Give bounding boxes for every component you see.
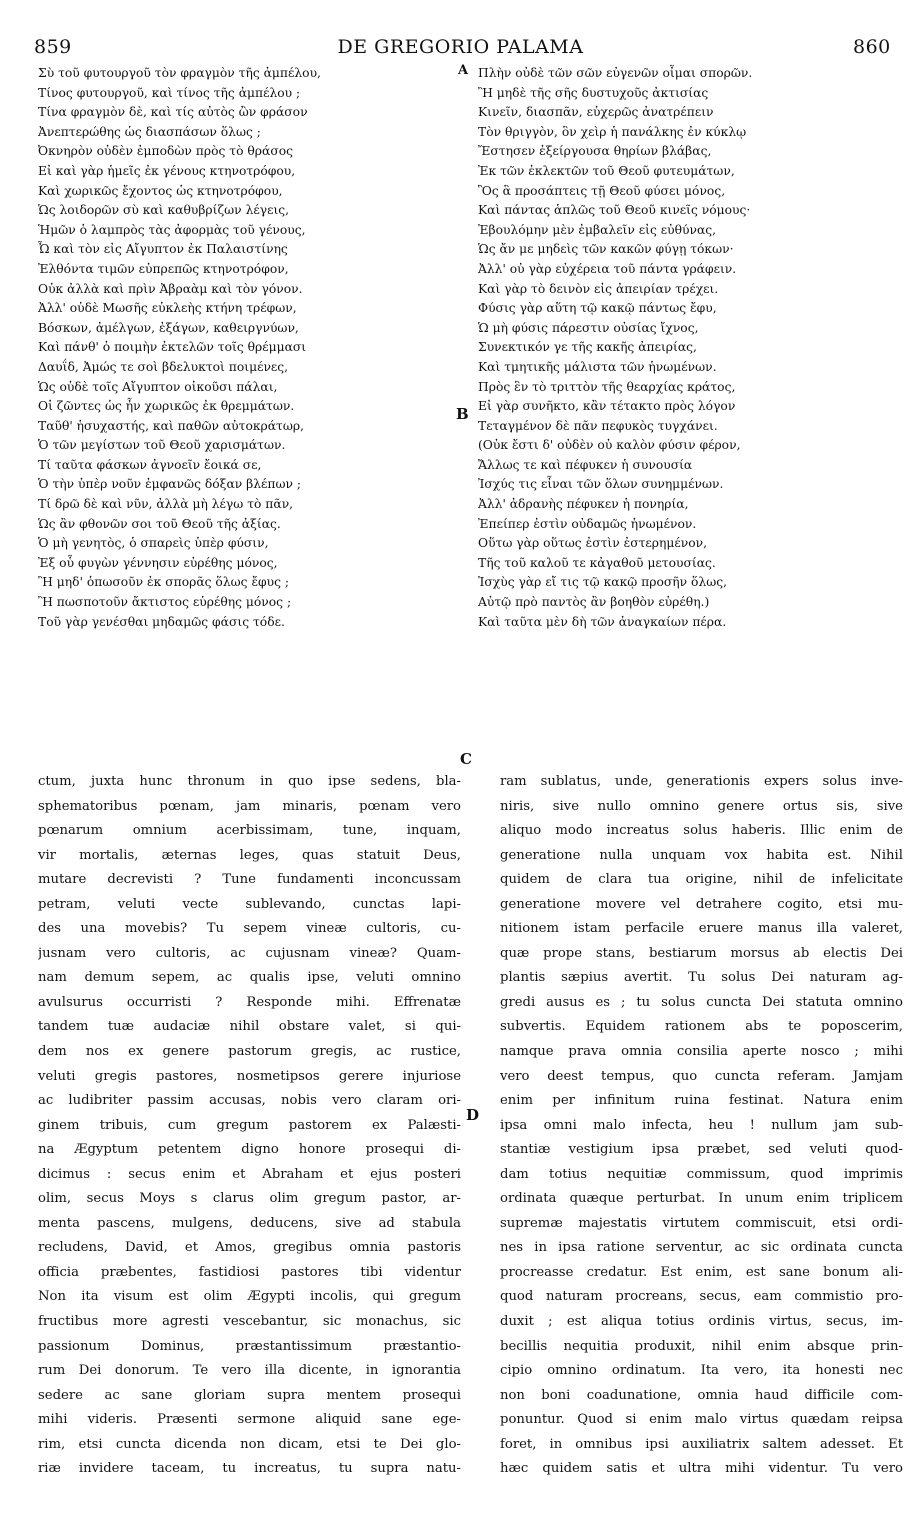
latin-text-line: rum Dei donorum. Te vero illa dicente, in ignorantia: [38, 1363, 461, 1379]
latin-text-line: namque prava omnia consilia aperte nosco ; mihi: [500, 1044, 903, 1060]
latin-text-line: olim, secus Moys s clarus olim gregum pastor, ar-: [38, 1191, 461, 1207]
latin-text-line: hæc quidem satis et ultra mihi videntur. Tu vero: [500, 1461, 903, 1477]
latin-text-line: stantiæ vestigium ipsa præbet, sed veluti quod-: [500, 1142, 903, 1158]
greek-verse-line: Ἰσχύς τις εἶναι τῶν ὅλων συνημμένων.: [478, 477, 724, 492]
greek-verse-line: Συνεκτικόν γε τῆς κακῆς ἀπειρίας,: [478, 340, 697, 355]
latin-text-line: tandem tuæ audaciæ nihil obstare valet, si qui-: [38, 1019, 461, 1035]
latin-text-line: becillis nequitia produxit, nihil enim absque prin-: [500, 1338, 903, 1354]
greek-verse-line: Ὦ καὶ τὸν εἰς Αἴγυπτον ἐκ Παλαιστίνης: [38, 242, 288, 257]
latin-text-line: aliquo modo increatus solus haberis. Illic enim de: [500, 823, 903, 839]
latin-text-line: non boni coadunatione, omnia haud difficile com-: [500, 1387, 903, 1403]
latin-translation-column-left: [38, 770, 461, 1482]
greek-verse-line: Ὡς ἄν με μηδεὶς τῶν κακῶν φύγῃ τόκων·: [478, 242, 734, 257]
greek-verse-line: Ἐβουλόμην μὲν ἐμβαλεῖν εἰς εὐθύνας,: [478, 222, 717, 237]
latin-text-line: petram, veluti vecte sublevando, cunctas lapi-: [38, 896, 461, 912]
greek-verse-line: Τοῦ γὰρ γενέσθαι μηδαμῶς φάσις τόδε.: [38, 614, 285, 629]
greek-verse-line: Τί ταῦτα φάσκων ἀγνοεῖν ἔοικά σε,: [38, 457, 262, 472]
greek-verse-line: Ἐπείπερ ἐστὶν οὐδαμῶς ἡνωμένον.: [478, 516, 697, 531]
margin-marker-c: C: [460, 750, 472, 768]
greek-verse-line: Αὐτῷ πρὸ παντὸς ἂν βοηθὸν εὑρέθη.): [478, 595, 710, 610]
latin-text-line: nitionem istam perfacile eruere manus illa valeret,: [500, 921, 903, 937]
greek-verse-line: Ὁ μὴ γενητὸς, ὁ σπαρεὶς ὑπὲρ φύσιν,: [38, 536, 269, 551]
greek-verse-line: Κινεῖν, διασπᾶν, εὐχερῶς ἀνατρέπειν: [478, 105, 714, 120]
margin-marker-a: A: [458, 63, 469, 78]
greek-verse-column-right: [478, 64, 908, 632]
latin-text-line: nam demum sepem, ac qualis ipse, veluti omnino: [38, 970, 461, 986]
greek-verse-line: Τὸν θριγγὸν, ὃν χεὶρ ἡ πανάλκης ἐν κύκλῳ: [478, 124, 747, 139]
latin-text-line: generatione nulla unquam vox habita est. Nihil: [500, 847, 903, 863]
latin-text-line: quod naturam procreans, secus, eam commistio pro-: [500, 1289, 903, 1305]
greek-verse-line: Καὶ γὰρ τὸ δεινὸν εἰς ἀπειρίαν τρέχει.: [478, 281, 719, 296]
latin-text-line: niris, sive nullo omnino genere ortus sis, sive: [500, 798, 903, 814]
greek-verse-line: Τῆς τοῦ καλοῦ τε κἀγαθοῦ μετουσίας.: [478, 555, 716, 570]
latin-text-line: rim, etsi cuncta dicenda non dicam, etsi te Dei glo-: [38, 1436, 461, 1452]
greek-verse-line: Οἱ ζῶντες ὡς ἦν χωρικῶς ἐκ θρεμμάτων.: [38, 399, 295, 414]
greek-verse-line: Τεταγμένον δὲ πᾶν πεφυκὸς τυγχάνει.: [478, 418, 718, 433]
latin-translation-column-right: [500, 770, 903, 1482]
latin-text-line: dem nos ex genere pastorum gregis, ac rustice,: [38, 1044, 461, 1060]
greek-verse-line: Ὡ μὴ φύσις πάρεστιν οὐσίας ἴχνος,: [478, 320, 699, 335]
latin-text-line: na Ægyptum petentem digno honore prosequi di-: [38, 1142, 461, 1158]
latin-text-line: ipsa omni malo infecta, heu ! nullum jam sub-: [500, 1117, 903, 1133]
greek-verse-line: Καὶ πάντας ἁπλῶς τοῦ Θεοῦ κινεῖς νόμους·: [478, 203, 751, 218]
greek-verse-line: Ὃς ἃ προσάπτεις τῇ Θεοῦ φύσει μόνος,: [478, 183, 726, 198]
latin-text-line: sedere ac sane gloriam supra mentem prosequi: [38, 1387, 461, 1403]
latin-text-line: ponuntur. Quod si enim malo virtus quædam reipsa: [500, 1412, 903, 1428]
greek-verse-line: Καὶ πάνθ' ὁ ποιμὴν ἐκτελῶν τοῖς θρέμμασι: [38, 340, 307, 355]
greek-verse-line: Βόσκων, ἀμέλγων, ἐξάγων, καθειργνύων,: [38, 320, 299, 335]
latin-text-line: des una movebis? Tu sepem vineæ cultoris, cu-: [38, 921, 461, 937]
latin-text-line: officia præbentes, fastidiosi pastores tibi videntur: [38, 1264, 461, 1280]
greek-verse-line: Καὶ χωρικῶς ἔχοντος ὡς κτηνοτρόφου,: [38, 183, 283, 198]
greek-verse-line: Ἀλλ' οὐ γὰρ εὐχέρεια τοῦ πάντα γράφειν.: [478, 261, 737, 276]
greek-verse-line: Ἐκ τῶν ἐκλεκτῶν τοῦ Θεοῦ φυτευμάτων,: [478, 163, 735, 178]
greek-verse-line: Ἢ μηδὲ τῆς σῆς δυστυχοῦς ἀκτισίας: [478, 85, 709, 100]
latin-text-line: dicimus : secus enim et Abraham et ejus posteri: [38, 1166, 461, 1182]
page-number-left: 859: [34, 36, 72, 58]
page-number-right: 860: [853, 36, 891, 58]
greek-verse-line: Ὡς λοιδορῶν σὺ καὶ καθυβρίζων λέγεις,: [38, 203, 290, 218]
latin-text-line: gredi ausus es ; tu solus cuncta Dei statuta omnino: [500, 994, 903, 1010]
latin-text-line: recludens, David, et Amos, gregibus omnia pastoris: [38, 1240, 461, 1256]
latin-text-line: vir mortalis, æternas leges, quas statuit Deus,: [38, 847, 461, 863]
latin-text-line: enim per infinitum ruina festinat. Natura enim: [500, 1093, 903, 1109]
greek-verse-line: Ἔστησεν ἐξείργουσα θηρίων βλάβας,: [478, 144, 712, 159]
greek-verse-line: Τί δρῶ δὲ καὶ νῦν, ἀλλὰ μὴ λέγω τὸ πᾶν,: [38, 497, 294, 512]
greek-verse-line: Δαυΐδ, Ἀμώς τε σοὶ βδελυκτοὶ ποιμένες,: [38, 359, 289, 374]
greek-verse-line: Καὶ ταῦτα μὲν δὴ τῶν ἀναγκαίων πέρα.: [478, 614, 727, 629]
greek-verse-line: Ἢ μηδ' ὁπωσοῦν ἐκ σπορᾶς ὅλως ἔφυς ;: [38, 575, 290, 590]
latin-text-line: vero deest tempus, quo cuncta referam. Jamjam: [500, 1068, 903, 1084]
latin-text-line: quæ prope stans, bestiarum morsus ab electis Dei: [500, 945, 903, 961]
running-title: DE GREGORIO PALAMA: [337, 36, 584, 58]
latin-text-line: nes in ipsa ratione serventur, ac sic ordinata cuncta: [500, 1240, 903, 1256]
greek-verse-line: Ἄλλως τε καὶ πέφυκεν ἡ συνουσία: [478, 457, 693, 472]
latin-text-line: avulsurus occurristi ? Responde mihi. Effrenatæ: [38, 994, 461, 1010]
greek-verse-line: Οὐκ ἀλλὰ καὶ πρὶν Ἀβραὰμ καὶ τὸν γόνον.: [38, 281, 303, 296]
latin-text-line: sphematoribus pœnam, jam minaris, pœnam vero: [38, 798, 461, 814]
latin-text-line: dam totius nequitiæ commissum, quod imprimis: [500, 1166, 903, 1182]
latin-text-line: cipio omnino ordinatum. Ita vero, ita honesti nec: [500, 1363, 903, 1379]
greek-verse-line: Καὶ τμητικῆς μάλιστα τῶν ἡνωμένων.: [478, 359, 717, 374]
greek-verse-line: Τίνα φραγμὸν δὲ, καὶ τίς αὐτὸς ὢν φράσον: [38, 105, 308, 120]
latin-text-line: menta pascens, mulgens, deducens, sive ad stabula: [38, 1215, 461, 1231]
latin-text-line: ac ludibriter passim accusas, nobis vero claram ori-: [38, 1093, 461, 1109]
greek-verse-line: Ὀκνηρὸν οὐδὲν ἐμποδὼν πρὸς τὸ θράσος: [38, 144, 294, 159]
latin-text-line: plantis sæpius avertit. Tu solus Dei naturam ag-: [500, 970, 903, 986]
latin-text-line: mutare decrevisti ? Tune fundamenti inconcussam: [38, 872, 461, 888]
greek-verse-line: Εἰ καὶ γὰρ ἡμεῖς ἐκ γένους κτηνοτρόφου,: [38, 163, 296, 178]
latin-text-line: riæ invidere taceam, tu increatus, tu supra natu-: [38, 1461, 461, 1477]
greek-verse-line: Ἀνεπτερώθης ὡς διασπάσων ὅλως ;: [38, 124, 261, 139]
greek-verse-line: (Οὐκ ἔστι δ' οὐδὲν οὐ καλὸν φύσιν φέρον,: [478, 438, 741, 453]
latin-text-line: supremæ majestatis virtutem commiscuit, etsi ordi-: [500, 1215, 903, 1231]
latin-text-line: duxit ; est aliqua totius ordinis virtus, secus, im-: [500, 1314, 903, 1330]
greek-verse-line: Πλὴν οὐδὲ τῶν σῶν εὐγενῶν οἶμαι σπορῶν.: [478, 66, 753, 80]
latin-text-line: ram sublatus, unde, generationis expers solus inve-: [500, 774, 903, 789]
greek-verse-line: Ὡς ἂν φθονῶν σοι τοῦ Θεοῦ τῆς ἀξίας.: [38, 516, 281, 531]
latin-text-line: jusnam vero cultoris, ac cujusnam vineæ? Quam-: [38, 945, 461, 961]
latin-text-line: foret, in omnibus ipsi auxiliatrix saltem adesset. Et: [500, 1436, 903, 1452]
latin-text-line: veluti gregis pastores, nosmetipsos gerere injuriose: [38, 1068, 461, 1084]
greek-verse-column-left: [38, 64, 468, 632]
latin-text-line: ordinata quæque perturbat. In unum enim triplicem: [500, 1191, 903, 1207]
latin-text-line: pœnarum omnium acerbissimam, tune, inquam,: [38, 823, 461, 839]
greek-verse-line: Ταῦθ' ἡσυχαστής, καὶ παθῶν αὐτοκράτωρ,: [38, 418, 305, 433]
greek-verse-line: Ἀλλ' ἀδρανὴς πέφυκεν ἡ πονηρία,: [478, 497, 689, 512]
margin-marker-b: B: [456, 405, 469, 423]
latin-text-line: quidem de clara tua origine, nihil de infelicitate: [500, 872, 903, 888]
latin-text-line: generatione movere vel detrahere cogito, etsi mu-: [500, 896, 903, 912]
greek-verse-line: Εἰ γὰρ συνῆκτο, κἂν τέτακτο πρὸς λόγον: [478, 399, 736, 414]
latin-text-line: subvertis. Equidem rationem abs te poposcerim,: [500, 1019, 903, 1035]
margin-marker-d: D: [466, 1106, 480, 1124]
greek-verse-line: Φύσις γὰρ αὕτη τῷ κακῷ πάντως ἔφυ,: [478, 301, 717, 316]
greek-verse-line: Ἡμῶν ὁ λαμπρὸς τὰς ἀφορμὰς τοῦ γένους,: [38, 222, 306, 237]
latin-text-line: procreasse credatur. Est enim, est sane bonum ali-: [500, 1264, 903, 1280]
latin-text-line: Non ita visum est olim Ægypti incolis, qui gregum: [38, 1289, 461, 1305]
latin-text-line: ctum, juxta hunc thronum in quo ipse sedens, bla-: [38, 774, 461, 789]
latin-text-line: passionum Dominus, præstantissimum præstantio-: [38, 1338, 461, 1354]
greek-verse-line: Ὡς οὐδὲ τοῖς Αἴγυπτον οἰκοῦσι πάλαι,: [38, 379, 278, 394]
latin-text-line: mihi videris. Præsenti sermone aliquid sane ege-: [38, 1412, 461, 1428]
greek-verse-line: Ἐλθόντα τιμῶν εὐπρεπῶς κτηνοτρόφον,: [38, 261, 289, 276]
latin-text-line: ginem tribuis, cum gregum pastorem ex Palæsti-: [38, 1117, 461, 1133]
greek-verse-line: Ἰσχὺς γὰρ εἴ τις τῷ κακῷ προσῆν ὅλως,: [478, 575, 728, 590]
greek-verse-line: Οὕτω γὰρ οὕτως ἐστὶν ἐστερημένον,: [478, 536, 707, 551]
greek-verse-line: Ὁ τῶν μεγίστων τοῦ Θεοῦ χαρισμάτων.: [38, 438, 286, 453]
greek-verse-line: Ἢ πωσποτοῦν ἄκτιστος εὑρέθης μόνος ;: [38, 595, 292, 610]
latin-text-line: fructibus more agresti vescebantur, sic monachus, sic: [38, 1314, 461, 1330]
greek-verse-line: Πρὸς ἓν τὸ τριττὸν τῆς θεαρχίας κράτος,: [478, 379, 736, 394]
greek-verse-line: Ἐξ οὗ φυγὼν γέννησιν εὑρέθης μόνος,: [38, 555, 278, 570]
greek-verse-line: Ὁ τὴν ὑπὲρ νοῦν ἐμφανῶς δόξαν βλέπων ;: [38, 477, 302, 492]
greek-verse-line: Σὺ τοῦ φυτουργοῦ τὸν φραγμὸν τῆς ἀμπέλου,: [38, 66, 321, 80]
greek-verse-line: Ἀλλ' οὐδὲ Μωσῆς εὐκλεὴς κτήνη τρέφων,: [38, 301, 297, 316]
greek-verse-line: Τίνος φυτουργοῦ, καὶ τίνος τῆς ἀμπέλου ;: [38, 85, 301, 100]
